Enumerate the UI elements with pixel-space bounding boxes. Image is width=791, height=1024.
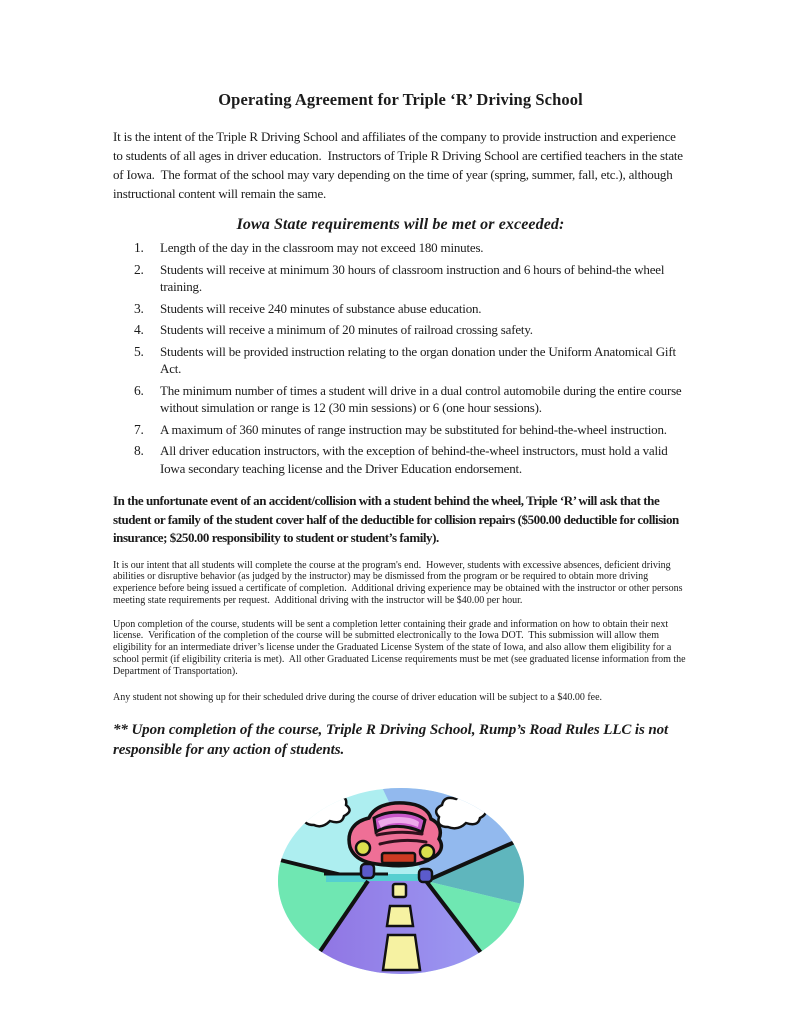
requirement-number: 2. (134, 261, 144, 277)
lane-dash (393, 884, 406, 897)
headlight (356, 841, 370, 855)
requirement-text: The minimum number of times a student will drive in a dual control automobile during the entire course without simulation or range is 12 (30 min sessions) or 6 (one hour sessions). (160, 382, 685, 415)
completion-policy-paragraph: It is our intent that all students will complete the course at the program's end. However, students with excessive absences, deficient driving abilities or disruptive behavior (as judged by the instructor) may be dismissed from the program or be required to obtain more driving experience before being issued a certificate of completion. Additional driving experience may be obtained with the instructor or other persons meeting state requirements per request. Additional driving with the instructor will be $40.00 per hour. (113, 559, 686, 606)
requirement-number: 6. (134, 382, 144, 398)
requirement-item (134, 421, 688, 439)
accident-notice: In the unfortunate event of an accident/collision with a student behind the wheel, Triple ‘R’ will ask that the student or family of the student cover half of the deductible for collision repairs ($500.00 deductible for collision insurance; $250.00 responsibility to student or student’s family). (113, 493, 682, 545)
requirement-item (134, 442, 688, 477)
disclaimer-note: ** Upon completion of the course, Triple R Driving School, Rump’s Road Rules LLC is not responsible for any action of students. (113, 722, 672, 759)
cloud-icon (436, 795, 485, 828)
requirement-text: Students will receive 240 minutes of substance abuse education. (160, 300, 482, 316)
requirement-number: 3. (134, 300, 144, 316)
requirement-number: 4. (134, 322, 144, 337)
requirement-item (134, 382, 688, 417)
requirement-text: Length of the day in the classroom may not exceed 180 minutes. (160, 240, 484, 255)
requirement-item (134, 343, 688, 378)
intro-paragraph: It is the intent of the Triple R Driving School and affiliates of the company to provide instruction and experience to students of all ages in driver education. Instructors of Triple R Driving School are certified teachers in the state of Iowa. The format of the school may vary depending on the time of year (spring, summer, fall, etc.), although instructional content will remain the same. (113, 129, 686, 201)
requirement-text: Students will be provided instruction relating to the organ donation under the Uniform Anatomical Gift Act. (160, 343, 679, 376)
requirements-list (113, 239, 688, 477)
document-title: Operating Agreement for Triple ‘R’ Driving School (218, 90, 583, 109)
requirement-number: 7. (134, 421, 144, 437)
requirement-item (134, 239, 688, 257)
car-bumper (382, 853, 415, 863)
requirement-text: Students will receive a minimum of 20 minutes of railroad crossing safety. (160, 322, 533, 337)
requirement-item (134, 261, 688, 296)
headlight (420, 845, 434, 859)
lane-dash (387, 906, 413, 926)
requirements-heading: Iowa State requirements will be met or exceeded: (236, 216, 565, 233)
requirement-text: All driver education instructors, with the exception of behind-the-wheel instructors, must hold a valid Iowa secondary teaching license and the Driver Education endorsement. (160, 443, 671, 476)
no-show-fee-paragraph: Any student not showing up for their scheduled drive during the course of driver education will be subject to a $40.00 fee. (113, 691, 603, 703)
requirement-item (134, 321, 688, 339)
car-road-illustration (276, 785, 526, 975)
cloud-icon (300, 793, 349, 826)
requirement-number: 5. (134, 343, 144, 359)
requirement-text: Students will receive at minimum 30 hours of classroom instruction and 6 hours of behind-the wheel training. (160, 261, 668, 294)
requirement-item (134, 300, 688, 318)
lane-dash (383, 935, 420, 970)
requirement-text: A maximum of 360 minutes of range instruction may be substituted for behind-the-wheel instruction. (160, 421, 667, 437)
requirement-number: 8. (134, 443, 144, 458)
license-policy-paragraph: Upon completion of the course, students will be sent a completion letter containing their grade and information on how to obtain their next license. Verification of the completion of the course will be submitted electronically to the Iowa DOT. This submission will allow them eligibility for an intermediate driver’s license under the Graduated License System of the state of Iowa, and also allow them eligibility for a school permit (if eligibility criteria is met). All other Graduated License requirements must be met (see graduated license information from the Department of Transportation). (113, 618, 689, 677)
requirement-number: 1. (134, 240, 144, 255)
